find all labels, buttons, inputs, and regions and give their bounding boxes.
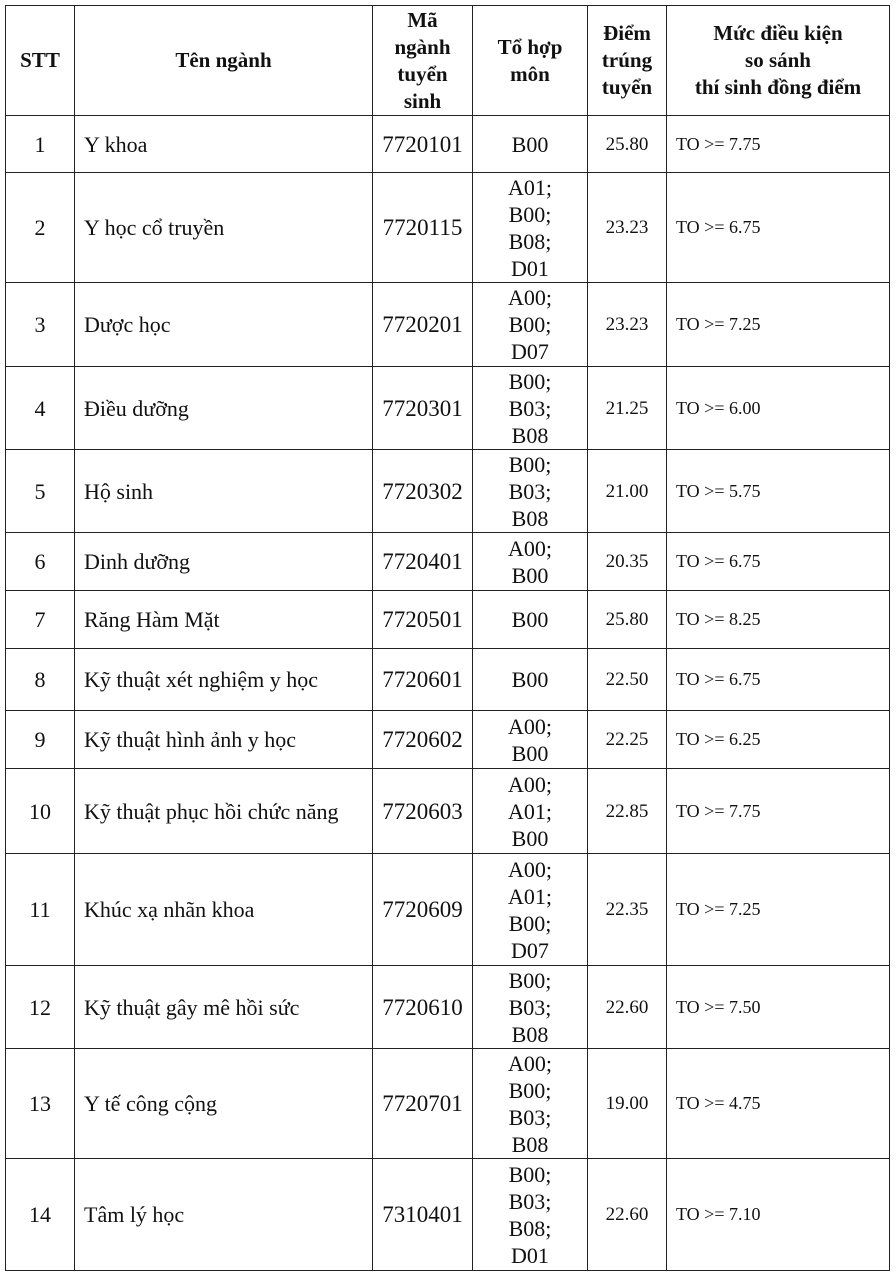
table-row xyxy=(6,450,890,533)
cell-program-code: 7720609 xyxy=(373,854,473,966)
cell-subject-combination: B00; B03; B08 xyxy=(473,367,588,450)
cell-program-code: 7720301 xyxy=(373,367,473,450)
cell-program-name: Y tế công cộng xyxy=(75,1049,373,1159)
table-row xyxy=(6,367,890,450)
cell-admission-score: 21.00 xyxy=(588,450,667,533)
cell-subject-combination: A01; B00; B08; D01 xyxy=(473,173,588,283)
cell-program-code: 7720601 xyxy=(373,649,473,711)
cell-stt: 1 xyxy=(6,116,75,173)
cell-tie-break-condition: TO >= 7.25 xyxy=(667,283,890,367)
cell-tie-break-condition: TO >= 6.75 xyxy=(667,533,890,591)
cell-program-code: 7720101 xyxy=(373,116,473,173)
header-score: Điểm trúng tuyển xyxy=(588,6,667,116)
cell-admission-score: 19.00 xyxy=(588,1049,667,1159)
cell-program-name: Y khoa xyxy=(75,116,373,173)
cell-program-name: Tâm lý học xyxy=(75,1159,373,1271)
table-row xyxy=(6,1049,890,1159)
cell-stt: 2 xyxy=(6,173,75,283)
header-stt: STT xyxy=(6,6,75,116)
cell-tie-break-condition: TO >= 5.75 xyxy=(667,450,890,533)
cell-program-code: 7720115 xyxy=(373,173,473,283)
cell-program-name: Dược học xyxy=(75,283,373,367)
table-row xyxy=(6,116,890,173)
table-row xyxy=(6,283,890,367)
cell-program-code: 7720501 xyxy=(373,591,473,649)
cell-program-name: Khúc xạ nhãn khoa xyxy=(75,854,373,966)
cell-stt: 4 xyxy=(6,367,75,450)
cell-program-code: 7720701 xyxy=(373,1049,473,1159)
cell-program-name: Kỹ thuật phục hồi chức năng xyxy=(75,769,373,854)
cell-program-name: Dinh dưỡng xyxy=(75,533,373,591)
header-row xyxy=(6,6,890,116)
cell-subject-combination: A00; B00; D07 xyxy=(473,283,588,367)
cell-admission-score: 25.80 xyxy=(588,116,667,173)
cell-program-code: 7720401 xyxy=(373,533,473,591)
table-row xyxy=(6,711,890,769)
cell-subject-combination: A00; B00; B03; B08 xyxy=(473,1049,588,1159)
cell-stt: 13 xyxy=(6,1049,75,1159)
cell-subject-combination: A00; A01; B00 xyxy=(473,769,588,854)
cell-program-name: Kỹ thuật hình ảnh y học xyxy=(75,711,373,769)
cell-tie-break-condition: TO >= 6.25 xyxy=(667,711,890,769)
cell-program-name: Điều dưỡng xyxy=(75,367,373,450)
cell-tie-break-condition: TO >= 4.75 xyxy=(667,1049,890,1159)
cell-admission-score: 21.25 xyxy=(588,367,667,450)
cell-admission-score: 22.35 xyxy=(588,854,667,966)
cell-subject-combination: A00; B00 xyxy=(473,711,588,769)
cell-tie-break-condition: TO >= 7.75 xyxy=(667,116,890,173)
cell-program-code: 7720610 xyxy=(373,966,473,1049)
cell-program-name: Y học cổ truyền xyxy=(75,173,373,283)
table-row xyxy=(6,769,890,854)
cell-program-code: 7310401 xyxy=(373,1159,473,1271)
cell-admission-score: 20.35 xyxy=(588,533,667,591)
cell-tie-break-condition: TO >= 8.25 xyxy=(667,591,890,649)
header-condition: Mức điều kiện so sánh thí sinh đồng điểm xyxy=(667,6,890,116)
cell-stt: 6 xyxy=(6,533,75,591)
cell-admission-score: 23.23 xyxy=(588,283,667,367)
table-row xyxy=(6,591,890,649)
table-row xyxy=(6,1159,890,1271)
cell-subject-combination: A00; B00 xyxy=(473,533,588,591)
cell-admission-score: 25.80 xyxy=(588,591,667,649)
cell-admission-score: 22.50 xyxy=(588,649,667,711)
cell-tie-break-condition: TO >= 6.75 xyxy=(667,173,890,283)
cell-tie-break-condition: TO >= 7.25 xyxy=(667,854,890,966)
cell-stt: 3 xyxy=(6,283,75,367)
cell-admission-score: 22.25 xyxy=(588,711,667,769)
cell-stt: 14 xyxy=(6,1159,75,1271)
cell-program-code: 7720302 xyxy=(373,450,473,533)
cell-program-name: Kỹ thuật gây mê hồi sức xyxy=(75,966,373,1049)
cell-program-code: 7720201 xyxy=(373,283,473,367)
cell-stt: 5 xyxy=(6,450,75,533)
cell-tie-break-condition: TO >= 6.75 xyxy=(667,649,890,711)
cell-subject-combination: B00 xyxy=(473,649,588,711)
cell-stt: 10 xyxy=(6,769,75,854)
cell-tie-break-condition: TO >= 7.10 xyxy=(667,1159,890,1271)
cell-stt: 12 xyxy=(6,966,75,1049)
cell-program-name: Kỹ thuật xét nghiệm y học xyxy=(75,649,373,711)
cell-subject-combination: B00; B03; B08 xyxy=(473,966,588,1049)
cell-subject-combination: A00; A01; B00; D07 xyxy=(473,854,588,966)
cell-admission-score: 23.23 xyxy=(588,173,667,283)
table-row xyxy=(6,533,890,591)
cell-program-code: 7720603 xyxy=(373,769,473,854)
cell-admission-score: 22.60 xyxy=(588,966,667,1049)
cell-admission-score: 22.85 xyxy=(588,769,667,854)
header-code: Mã ngành tuyển sinh xyxy=(373,6,473,116)
cell-stt: 8 xyxy=(6,649,75,711)
cell-program-name: Hộ sinh xyxy=(75,450,373,533)
cell-stt: 9 xyxy=(6,711,75,769)
cell-program-name: Răng Hàm Mặt xyxy=(75,591,373,649)
cell-subject-combination: B00; B03; B08; D01 xyxy=(473,1159,588,1271)
table-row xyxy=(6,173,890,283)
cell-admission-score: 22.60 xyxy=(588,1159,667,1271)
cell-tie-break-condition: TO >= 7.50 xyxy=(667,966,890,1049)
header-combo: Tổ hợp môn xyxy=(473,6,588,116)
admission-score-table xyxy=(5,5,890,1271)
cell-subject-combination: B00 xyxy=(473,591,588,649)
cell-tie-break-condition: TO >= 7.75 xyxy=(667,769,890,854)
table-row xyxy=(6,854,890,966)
table-row xyxy=(6,966,890,1049)
cell-stt: 7 xyxy=(6,591,75,649)
cell-tie-break-condition: TO >= 6.00 xyxy=(667,367,890,450)
cell-stt: 11 xyxy=(6,854,75,966)
header-name: Tên ngành xyxy=(75,6,373,116)
cell-subject-combination: B00; B03; B08 xyxy=(473,450,588,533)
cell-program-code: 7720602 xyxy=(373,711,473,769)
table-row xyxy=(6,649,890,711)
cell-subject-combination: B00 xyxy=(473,116,588,173)
